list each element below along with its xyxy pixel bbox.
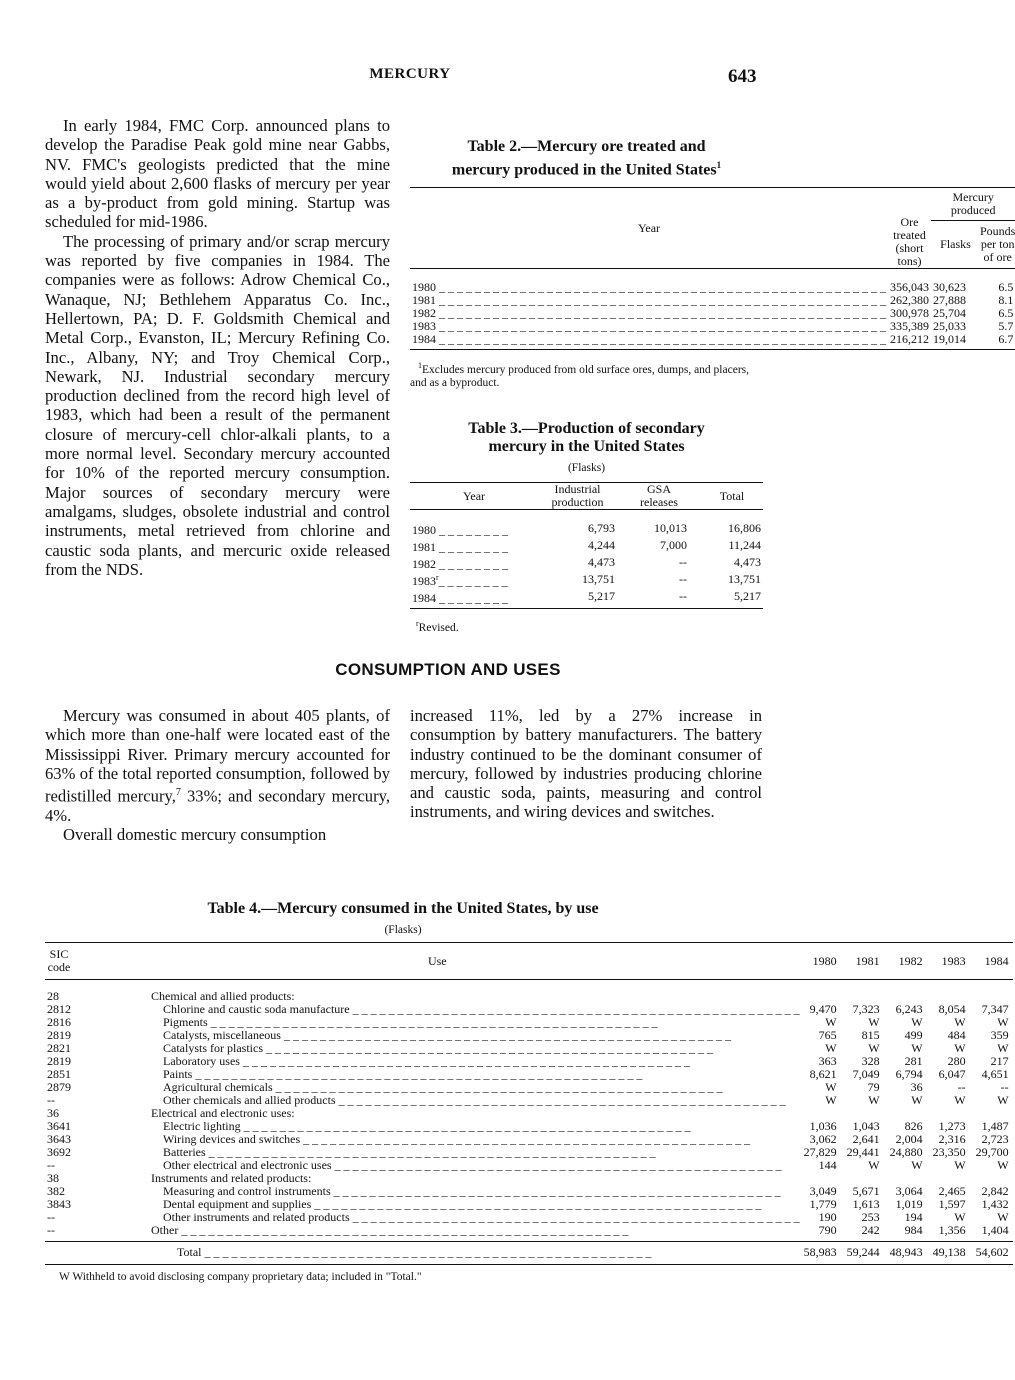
paragraph-increase: increased 11%, led by a 27% increase in consumption by battery manufacturers. The battery industry continued to be the dominant consumer of mercury, followed by industries producing chlorine and caustic soda, paints, measuring and control instruments, and wiring devices and switches.: [410, 706, 762, 822]
value-cell: W: [954, 1158, 966, 1172]
value-cell: W: [997, 1041, 1009, 1055]
value-cell: W: [868, 1158, 880, 1172]
paragraph-fmc: In early 1984, FMC Corp. announced plans to develop the Paradise Peak gold mine near Gabbs, NV. FMC's geologists predicted that the mine would yield about 2,600 flasks of mercury per year as a by-product from gold mining. Startup was scheduled for mid-1986.: [45, 116, 390, 232]
value-cell: W: [868, 1015, 880, 1029]
value-cell: 8,621: [809, 1067, 837, 1081]
table2-header-ore: Ore treated (short tons): [893, 215, 926, 269]
table4-header-1981: 1981: [855, 953, 880, 968]
value-cell: 253: [861, 1210, 880, 1224]
value-cell: 242: [861, 1223, 880, 1237]
sic-code: 382: [47, 1184, 65, 1198]
value-cell: 328: [861, 1054, 880, 1068]
value-cell: --: [957, 1080, 966, 1094]
value-cell: 1,404: [981, 1223, 1009, 1237]
value-cell: 217: [990, 1054, 1009, 1068]
use-label: Instruments and related products:: [151, 1171, 312, 1185]
value-cell: 363: [818, 1054, 837, 1068]
value-cell: 1,779: [809, 1197, 837, 1211]
value-cell: 1,019: [895, 1197, 923, 1211]
value-cell: 2,465: [938, 1184, 966, 1198]
sic-code: --: [47, 1223, 55, 1237]
value-cell: W: [954, 1093, 966, 1107]
value-cell: W: [825, 1080, 837, 1094]
sic-code: 2816: [47, 1015, 71, 1029]
table3-header-gsa: GSA releases: [640, 482, 678, 509]
table-row: 1984 _ _ _ _ _ _ _ _ 5,217 -- 5,217: [412, 589, 761, 605]
value-cell: W: [954, 1015, 966, 1029]
value-cell: 7,347: [981, 1002, 1009, 1016]
value-cell: 79: [867, 1080, 880, 1094]
value-cell: 1,036: [809, 1119, 837, 1133]
value-cell: 190: [818, 1210, 837, 1224]
value-cell: 281: [904, 1054, 923, 1068]
table3-unit: (Flasks): [567, 462, 606, 474]
value-cell: 4,651: [981, 1067, 1009, 1081]
use-label: Paints _ _ _: [73, 1068, 802, 1081]
table4-total-row: Total _ _ _ 58,983 59,244 48,943 49,138 54,602: [45, 1242, 1013, 1263]
table2-grid: [410, 187, 1015, 350]
paragraph-processing: The processing of primary and/or scrap mercury was reported by five companies in 1984. The companies were as follows: Adrow Chemical Co., Wanaque, NJ; Bethlehem Apparatus Co. Inc., Hellertown, PA; D. F. Goldsmith Chemical and Metal Corp., Evanston, IL; Mercury Refining Co. Inc., Albany, NY; and Troy Chemical Corp., Newark, NJ. Industrial secondary mercury production declined from the record high level of 1983, which had been a result of the permanent closure of mercury-cell chlor-alkali plants, to a more normal level. Secondary mercury accounted for 10% of the reported mercury consumption. Major sources of secondary mercury were amalgams, sludges, obsolete industrial and control instruments, metal retrieved from chlorine and caustic soda plants, and mercuric oxide released from the NDS.: [45, 231, 390, 579]
table-row: 1981 _ _ _ 262,380 27,888 8.1: [410, 294, 1015, 307]
value-cell: 6,243: [895, 1002, 923, 1016]
table-row: 1982 _ _ _ 300,978 25,704 6.5: [410, 307, 1015, 320]
sic-code: 2819: [47, 1054, 71, 1068]
value-cell: 194: [904, 1210, 923, 1224]
table2-header-year: Year: [637, 220, 661, 235]
table-row: 1981 _ _ _ _ _ _ _ _ 4,244 7,000 11,244: [412, 538, 761, 554]
sic-code: --: [47, 1158, 55, 1172]
table4-unit: (Flasks): [384, 924, 422, 936]
value-cell: W: [954, 1041, 966, 1055]
use-label: Other chemicals and allied products _ _ _: [73, 1094, 802, 1107]
table3: [410, 420, 763, 635]
paragraph-overall: Overall domestic mercury consumption: [63, 825, 327, 845]
table4-caption: Table 4.—Mercury consumed in the United States, by use: [207, 900, 599, 917]
value-cell: 1,597: [938, 1197, 966, 1211]
value-cell: 1,487: [981, 1119, 1009, 1133]
value-cell: W: [911, 1158, 923, 1172]
sic-code: 38: [47, 1171, 59, 1185]
value-cell: 7,323: [852, 1002, 880, 1016]
table3-header-total: Total: [719, 488, 745, 503]
value-cell: 27,829: [803, 1145, 837, 1159]
value-cell: 790: [818, 1223, 837, 1237]
sic-code: 2821: [47, 1041, 71, 1055]
use-label: Electric lighting _ _ _: [73, 1120, 802, 1133]
value-cell: 3,062: [809, 1132, 837, 1146]
value-cell: 765: [818, 1028, 837, 1042]
value-cell: W: [825, 1041, 837, 1055]
table2-caption: Table 2.—Mercury ore treated and mercury produced in the United States$^1$: [451, 138, 722, 179]
table4-header-1982: 1982: [898, 953, 923, 968]
value-cell: 36: [910, 1080, 923, 1094]
use-label: Pigments _ _ _: [73, 1016, 802, 1029]
value-cell: 1,613: [852, 1197, 880, 1211]
value-cell: 1,273: [938, 1119, 966, 1133]
value-cell: 1,356: [938, 1223, 966, 1237]
sic-code: 36: [47, 1106, 59, 1120]
value-cell: 24,880: [889, 1145, 923, 1159]
value-cell: 280: [947, 1054, 966, 1068]
value-cell: W: [868, 1041, 880, 1055]
sic-code: 2819: [47, 1028, 71, 1042]
value-cell: 3,049: [809, 1184, 837, 1198]
running-header: MERCURY: [369, 66, 451, 82]
value-cell: 29,700: [975, 1145, 1009, 1159]
sic-code: --: [47, 1210, 55, 1224]
value-cell: 8,054: [938, 1002, 966, 1016]
value-cell: W: [911, 1041, 923, 1055]
value-cell: 144: [818, 1158, 837, 1172]
value-cell: 815: [861, 1028, 880, 1042]
use-label: Dental equipment and supplies _ _ _: [73, 1198, 802, 1211]
use-label: Agricultural chemicals _ _ _: [73, 1081, 802, 1094]
use-label: Chlorine and caustic soda manufacture _ _ _: [73, 1003, 802, 1016]
table4-header-sic: SIC code: [47, 947, 71, 974]
table3-grid: [410, 482, 763, 609]
table4-header-1980: 1980: [812, 953, 837, 968]
value-cell: 5,671: [852, 1184, 880, 1198]
value-cell: --: [1000, 1080, 1009, 1094]
table3-header-industrial: Industrial production: [551, 482, 604, 509]
table-row: 1980 _ _ _ 356,043 30,623 6.5: [410, 281, 1015, 294]
table4-footnote: W Withheld to avoid disclosing company proprietary data; included in "Total.": [59, 1271, 422, 1283]
table2: [410, 138, 1015, 390]
value-cell: 826: [904, 1119, 923, 1133]
table4-header-use: Use: [427, 953, 447, 968]
table-row: [45, 1224, 1013, 1237]
value-cell: 2,004: [895, 1132, 923, 1146]
value-cell: W: [954, 1210, 966, 1224]
use-label: Measuring and control instruments _ _ _: [73, 1185, 802, 1198]
page-number: 643: [728, 66, 757, 87]
value-cell: 9,470: [809, 1002, 837, 1016]
use-label: Catalysts, miscellaneous _ _ _: [73, 1029, 802, 1042]
table-row: 1983 _ _ _ 335,389 25,033 5.7: [410, 320, 1015, 333]
table3-footnote: $^r$Revised.: [416, 619, 459, 634]
table2-header-mercury-produced: Mercury produced: [931, 188, 1015, 221]
table3-caption: Table 3.—Production of secondary mercury in the United States: [468, 420, 705, 455]
use-label: Catalysts for plastics _ _ _: [73, 1042, 802, 1055]
value-cell: W: [911, 1093, 923, 1107]
value-cell: W: [825, 1015, 837, 1029]
value-cell: 484: [947, 1028, 966, 1042]
value-cell: 1,043: [852, 1119, 880, 1133]
sic-code: 2851: [47, 1067, 71, 1081]
value-cell: 29,441: [846, 1145, 880, 1159]
use-label: Electrical and electronic uses:: [151, 1106, 295, 1120]
use-label: Chemical and allied products:: [151, 989, 295, 1003]
value-cell: 23,350: [932, 1145, 966, 1159]
sic-code: 3643: [47, 1132, 71, 1146]
value-cell: 1,432: [981, 1197, 1009, 1211]
use-label: Other electrical and electronic uses _ _ _: [73, 1159, 802, 1172]
value-cell: 3,064: [895, 1184, 923, 1198]
sic-code: 3692: [47, 1145, 71, 1159]
value-cell: 7,049: [852, 1067, 880, 1081]
table4-header-1984: 1984: [984, 953, 1009, 968]
table4-grid: [45, 942, 1013, 1265]
sic-code: 2812: [47, 1002, 71, 1016]
use-label: Laboratory uses _ _ _: [73, 1055, 802, 1068]
use-label: Wiring devices and switches _ _ _: [73, 1133, 802, 1146]
value-cell: W: [868, 1093, 880, 1107]
use-label: Other instruments and related products _ _ _: [73, 1211, 802, 1224]
table-row: 1984 _ _ _ 216,212 19,014 6.7: [410, 333, 1015, 346]
sic-code: 2879: [47, 1080, 71, 1094]
section-heading: CONSUMPTION AND USES: [335, 660, 561, 679]
consumption-right-column: [410, 706, 762, 822]
value-cell: 2,316: [938, 1132, 966, 1146]
value-cell: W: [911, 1015, 923, 1029]
table-row: 1983$^r$_ _ _ _ _ _ _ _ 13,751 -- 13,751: [412, 572, 761, 588]
value-cell: 2,723: [981, 1132, 1009, 1146]
table2-header-flasks: Flasks: [940, 237, 971, 252]
sic-code: 28: [47, 989, 59, 1003]
table4: [45, 900, 1009, 1284]
value-cell: W: [997, 1015, 1009, 1029]
value-cell: W: [997, 1158, 1009, 1172]
value-cell: 984: [904, 1223, 923, 1237]
left-column: [45, 116, 390, 579]
value-cell: 2,842: [981, 1184, 1009, 1198]
value-cell: W: [997, 1093, 1009, 1107]
table4-header-1983: 1983: [941, 953, 966, 968]
sic-code: --: [47, 1093, 55, 1107]
value-cell: 499: [904, 1028, 923, 1042]
table3-header-year: Year: [462, 488, 486, 503]
sic-code: 3843: [47, 1197, 71, 1211]
table2-header-pounds: Pounds per ton of ore: [980, 224, 1015, 265]
value-cell: W: [997, 1210, 1009, 1224]
value-cell: W: [825, 1093, 837, 1107]
table-row: 1980 _ _ _ _ _ _ _ _ 6,793 10,013 16,806: [412, 521, 761, 537]
use-label: Batteries _ _ _: [73, 1146, 802, 1159]
value-cell: 6,047: [938, 1067, 966, 1081]
table-row: 1982 _ _ _ _ _ _ _ _ 4,473 -- 4,473: [412, 555, 761, 571]
value-cell: 2,641: [852, 1132, 880, 1146]
value-cell: 6,794: [895, 1067, 923, 1081]
value-cell: 359: [990, 1028, 1009, 1042]
use-label: Other _ _ _: [73, 1224, 802, 1237]
table2-footnote: $^1$Excludes mercury produced from old surface ores, dumps, and placers, and as a byproduct.: [410, 361, 749, 390]
paragraph-consumption: Mercury was consumed in about 405 plants, of which more than one-half were located east of the Mississippi River. Primary mercury accounted for 63% of the total reported consumption, followed by redistilled mercury,$^7$ 33%; and secondary mercury, 4%.: [45, 706, 390, 826]
consumption-left-column: [45, 706, 390, 845]
sic-code: 3641: [47, 1119, 71, 1133]
